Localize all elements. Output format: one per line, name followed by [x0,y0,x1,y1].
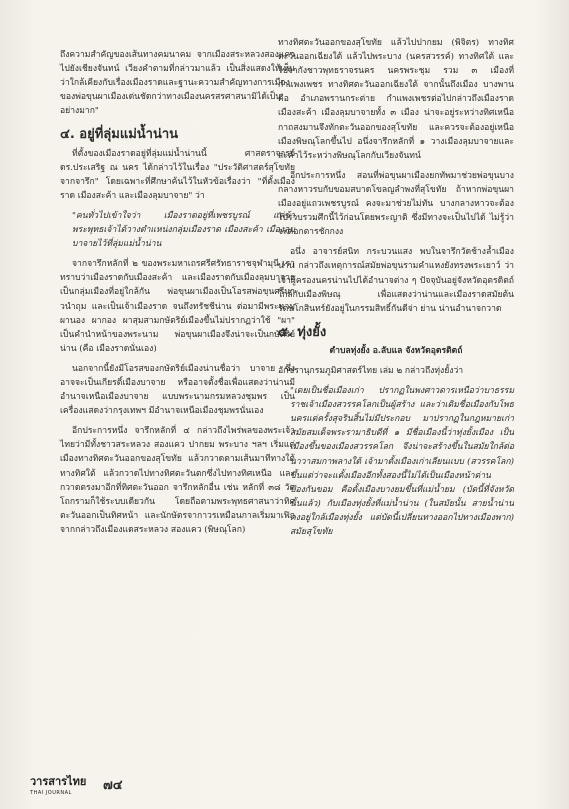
left-column [60,48,295,543]
paragraph: ที่ตั้งของเมืองราดอยู่ที่ลุ่มแม่น้ำน่านนี้ ศาสตราจารย์ ดร.ประเสริฐ ณ นคร ได้กล่าวไว้ในเรื่อง "ประวัติศาสตร์สุโขทัยจากจารึก" โดยเฉพาะที่ศึกษาค้นไว้ในหัวข้อเรื่องว่า "ที่ตั้งเมืองราด เมืองสะค้า และเมืองลุมบาจาย" ว่า [60,148,295,201]
paragraph: อีกประการหนึ่ง สอนที่พ่อขุนผาเมืองยกทัพมาช่วยพ่อขุนบางกลางหาวรบกับขอมสบาดโขลญลำพงที่สุโขทัย ถ้าหากพ่อขุนผาเมืองอยู่แถวเพชรบูรณ์ คงจะมาช่วยไม่ทัน บางกลางหาวจะต้องไปรวบรวมศึกนี้ไว้ก่อนโดยพระญาติ ซึ่งมีทางจะเป็นไปได้ ไม่รู้ว่าจะตอกตารชักกงง [278,170,514,238]
logo-subtitle: THAI JOURNAL [30,790,72,796]
quote: "เดยเป็นชื่อเมืองเก่า ปรากฏในพงศาวดารเหนือว่าบาธรรมราชเจ้าเมืองสวรรคโลกเป็นผู้สร้าง และว่าเดิมชื่อเมืองกับโพธนครแต่ครั้งสุจรินสิ้นไม่มีประกอบ มาปรากฏในกฎหมายเก่า สมัยสมเด็จพระรามาธิบดีที่ ๑ มีชื่อเมืองนี้ว่าทุ่งยั้งเมือง เป็นเมืองขึ้นของเมืองสวรรคโลก จึงน่าจะสร้างขึ้นในสมัยใกล้ต่อนาวาสมกาพลางใต้ เจ้ามาตั้งเมืองเก่าเลียนแบบ (สวรรคโลก) ขึ้นแต่ว่าจะแตั้งเมืองอีกทั้งสองนี้ไม่ได้เป็นเมืองหน้าด่านป้องกันขอม คือตั้งเมืองบางยมขึ้นที่แม่น้ำยม (บัดนี้ที่จังหวัดนั้นแล้ว) กับเมืองทุ่งยั้งที่แม่น้ำน่าน (ในสมัยนั้น สายน้ำน่านคงอยู่ใกล้เมืองทุ่งยั้ง แต่บัดนี้เปลี่ยนทางออกไปทางเมืองพาก) สมัยสุโขทัย [290,386,514,537]
quote: "คนทั่วไปเข้าใจว่า เมืองราดอยู่ที่เพชรบูรณ์ แต่ข้าพระพุทธเจ้าได้วางตำแหน่งกลุ่มเมืองราด เมืองสะค้า เมืองลุมบาจายไว้ที่ลุ่มแม่น้ำน่าน [72,210,295,250]
journal-logo [30,772,92,796]
right-column [278,36,514,545]
paragraph: ถึงความสำคัญของเส้นทางคมนาคม จากเมืองสระหลวงสองแควไปยังเชียงจันทน์ เวียงคำตามที่กล่าวมาแล้ว เป็นสิ่งแสดงให้เห็นว่าใกล้เคียงกับเรื่องเมืองราดและฐานะความสำคัญทางการเมืองของพ่อขุนผาเมืองเด่นชัดกว่าทางเมืองนครสรศาสนามิได้เป็นอย่างมาก" [60,50,295,117]
logo-text: วารสารไทย [30,775,87,788]
paragraph: อักขรานุกรมภูมิศาสตร์ไทย เล่ม ๒ กล่าวถึงทุ่งยั้งว่า [278,365,464,376]
section-subheading: ตำบลทุ่งยั้ง อ.ลับแล จังหวัดอุตรดิตถ์ [329,345,463,356]
paragraph: อีกประการหนึ่ง จารึกหลักที่ ๔ กล่าวถึงไพร่พลของพระเจ้าไทยว่ามีทั้งชาวสระหลวง สองแคว ปากยม พระบาง ฯลฯ เริ่มแต่เมืองทางทิศตะวันออกของสุโขทัย แล้วกวาดตามเส้นมาทีทางใต้ทางทิศใต้ แล้วกวาดไปทางทิศตะวันตกซึ่งไปทางทิศเหนือ และกวาดตรงมาอีกที่ทิศตะวันออก จารึกหลักอื่น เช่น หลักที่ ๓๘ วัดโถกรามก็ใช้ระบบเดียวกัน โดยถือตามพระพุทธศาสนาว่าทิศตะวันออกเป็นทิศหน้า และนักษัตรจากาวรเหมือนกาลเริ่มมาเฟิกจากกล่าวถึงเมืองแดสระหลวง สองแคว (พิษณุโลก) [60,426,295,535]
page-number: ๗๔ [103,778,123,793]
page-footer [0,766,569,798]
paragraph: จากจารึกหลักที่ ๒ ของพระมหาเถรศรีศรัทธาราชจุฬามุนี เราทราบว่าเมืองราดกับเมืองสะค้า และเมืองราดกับเมืองลุมบาจายเป็นกลุ่มเมืองที่อยู่ใกล้กัน พ่อขุนผาเมืองเป็นโอรสพ่อขุนศรีนาวนำถุม และเป็นเจ้าเมืองราด จนถึงทรัชชีน่าน ต่อมามีพระนาม ผานอง ผากอง ผาสุมสามกษัตริย์เมืองขึ้นไม่ปรากฏว่าใช้ "ผา" เป็นคำนำหน้าของพระนาม พ่อขุนผาเมืองจึงน่าจะเป็นกษัตริย์น่าน (คือ เมืองราดนั่นเอง) [60,259,295,354]
section-heading: ๕. ทุ่งยั้ง [278,324,327,340]
section-heading: ๔. อยู่ที่ลุ่มแม่น้ำน่าน [60,127,179,143]
paragraph: อนึ่ง อาจารย์สนิท กระบวนแสง พบในจารึกวัดช้างล้ำเมืองน่าน กล่าวถึงเหตุการณ์สมัยพ่อขุนรามคำแหงยังทรงพระเยาว์ ว่าเจ้าผู้ครองนครน่านไปได้อำนาจต่าง ๆ ปัจจุบันอยู่จังหวัดอุตรดิตถ์ ใกล้กับเมืองพิษณุ เพื่อแสดงว่าน่านและเมืองราดสมัยต้นรัตนโกสินทร์ยังอยู่ในกรรมสิทธิ์กันดีจ่า ย่าน น่านอำนาจกวาด [278,247,514,314]
paragraph: ทางทิศตะวันออกของสุโขทัย แล้วไปปากยม (พิจิตร) ทางทิศตะวันออกเฉียงใต้ แล้วไปพระบาง (นครสวรรค์) ทางทิศใต้ และไปจากังชาวพุทธราจรนคร นครพระชุม รวม ๓ เมืองที่กำแพงเพชร ทางทิศตะวันออกเฉียงใต้ จากนั้นถึงเมือง บางพาน คือ อำเภอพรานกระต่าย กำแพงเพชรต่อไปกล่าวถึงเมืองราด เมืองสะค้า เมืองลุมบาจายทั้ง ๓ เมือง น่าจะอยู่ระหว่างทิศเหนือกาถสงมานจึงทักตะวันออกของสุโขทัย และควรจะต้องอยู่เหนือเมืองพิษณุโลกขึ้นไป อนึ่งจารึกหลักที่ ๑ วางเมืองลุมบาจายและสะค้าไว้ระหว่างพิษณุโลกกับเวียงจันทน์ [278,38,514,161]
paragraph: นอกจากนี้ยังมีโอรสของกษัตริย์เมืองน่านชื่อว่า บาจาย ซึ่งอาจจะเป็นเกียรติ์เมืองบาจาย หรืออาจตั้งชื่อเพื่อแสดงว่าน่านมีอำนาจเหนือเมืองบาจาย แบบพระนามกรมหลวงชุมพร เป็นเครื่องแสดงว่ากรุงเทพฯ มีอำนาจเหนือเมืองชุมพรนั่นเอง [60,363,295,417]
